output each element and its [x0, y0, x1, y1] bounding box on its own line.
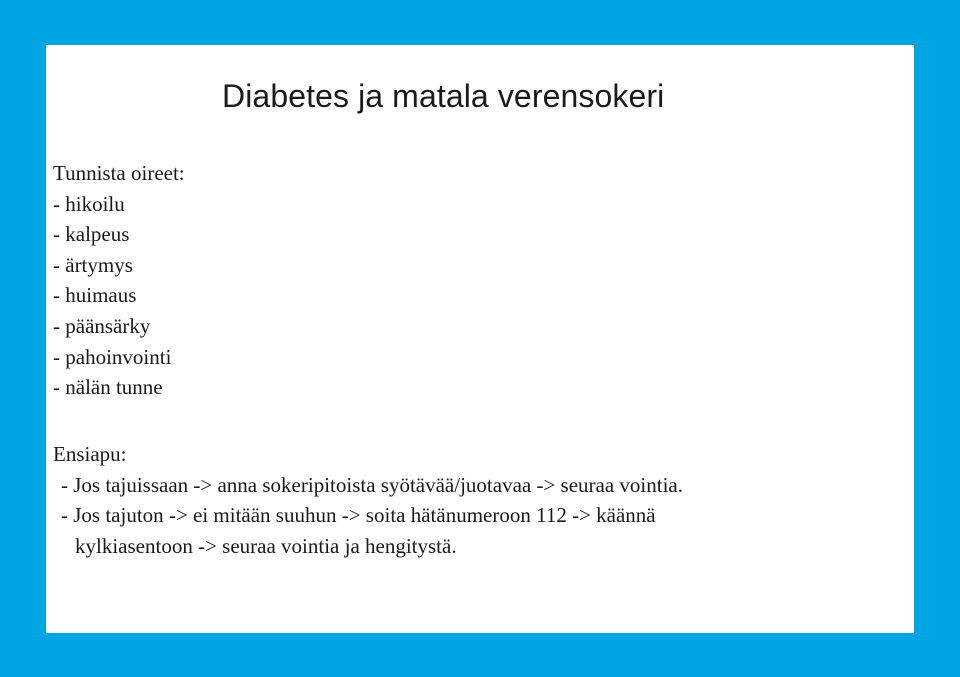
- content-panel: [46, 45, 914, 633]
- list-item: - hikoilu: [53, 191, 125, 216]
- list-item: - ärtymys: [53, 252, 133, 277]
- list-item: - päänsärky: [53, 313, 151, 338]
- list-item: - nälän tunne: [53, 375, 163, 400]
- list-item: - pahoinvointi: [53, 344, 172, 369]
- symptoms-section: [53, 158, 185, 403]
- first-aid-step-unconscious-continued: kylkiasentoon -> seuraa vointia ja hengitystä.: [75, 533, 457, 558]
- first-aid-section: [53, 439, 683, 561]
- list-item: - huimaus: [53, 283, 137, 308]
- first-aid-step-unconscious: - Jos tajuton -> ei mitään suuhun -> soita hätänumeroon 112 -> käännä: [61, 503, 656, 528]
- first-aid-step-conscious: - Jos tajuissaan -> anna sokeripitoista syötävää/juotavaa -> seuraa vointia.: [61, 472, 684, 497]
- symptoms-heading: Tunnista oireet:: [53, 161, 185, 185]
- first-aid-heading: Ensiapu:: [53, 442, 127, 466]
- page-title: Diabetes ja matala verensokeri: [222, 78, 665, 114]
- list-item: - kalpeus: [53, 222, 130, 247]
- symptoms-list: [53, 189, 185, 403]
